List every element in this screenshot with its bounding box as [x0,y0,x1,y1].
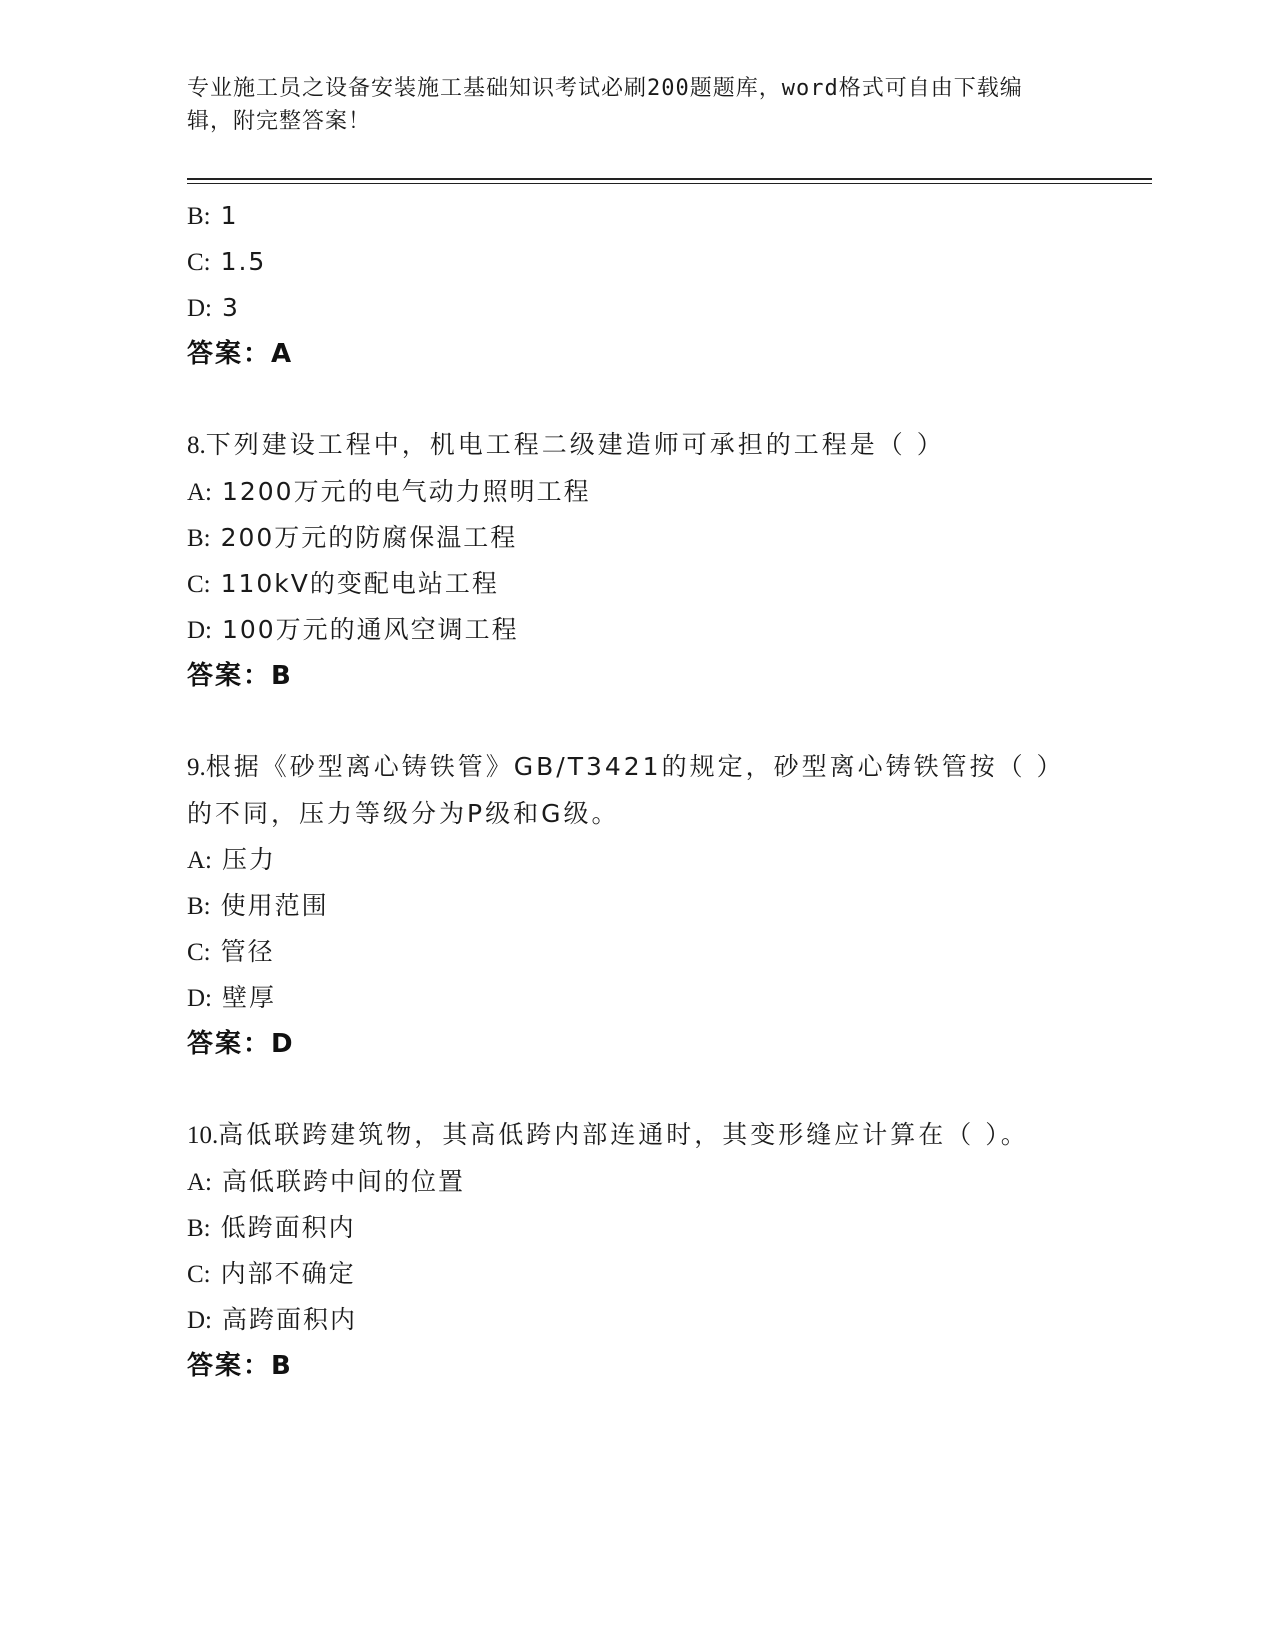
option-c: C: 内部不确定 [187,1259,356,1288]
option-d: D: 100万元的通风空调工程 [187,615,519,644]
option-d: D: 3 [187,293,240,322]
option-c: C: 110kV的变配电站工程 [187,569,499,598]
question-10 [187,1112,1087,1389]
option-d: D: 壁厚 [187,983,276,1012]
option-a: A: 压力 [187,845,276,874]
question-stem: 10.高低联跨建筑物，其高低跨内部连通时，其变形缝应计算在（ ）。 [187,1120,1029,1149]
answer-line: 答案：B [187,1351,293,1381]
option-c: C: 1.5 [187,247,267,276]
option-b: B: 低跨面积内 [187,1213,356,1242]
question-list [187,193,1087,1389]
option-a: A: 高低联跨中间的位置 [187,1167,465,1196]
question-9 [187,744,1087,1067]
answer-line: 答案：B [187,661,293,691]
option-a: A: 1200万元的电气动力照明工程 [187,477,591,506]
answer-line: 答案：D [187,1029,295,1059]
question-8 [187,422,1087,699]
document-header-title: 专业施工员之设备安装施工基础知识考试必刷200题题库，word格式可自由下载编辑，附完整答案！ [187,76,1023,134]
option-c: C: 管径 [187,937,275,966]
option-b: B: 1 [187,201,239,230]
answer-line: 答案：A [187,339,294,369]
header-divider-thick [187,178,1152,180]
question-fragment [187,193,1087,377]
question-stem: 9.根据《砂型离心铸铁管》GB/T3421的规定，砂型离心铸铁管按（ ）的不同，压力等级分为P级和G级。 [187,752,1065,828]
option-b: B: 使用范围 [187,891,329,920]
header-divider-thin [187,183,1152,184]
option-b: B: 200万元的防腐保温工程 [187,523,518,552]
option-d: D: 高跨面积内 [187,1305,357,1334]
question-stem: 8.下列建设工程中，机电工程二级建造师可承担的工程是（ ） [187,430,945,459]
